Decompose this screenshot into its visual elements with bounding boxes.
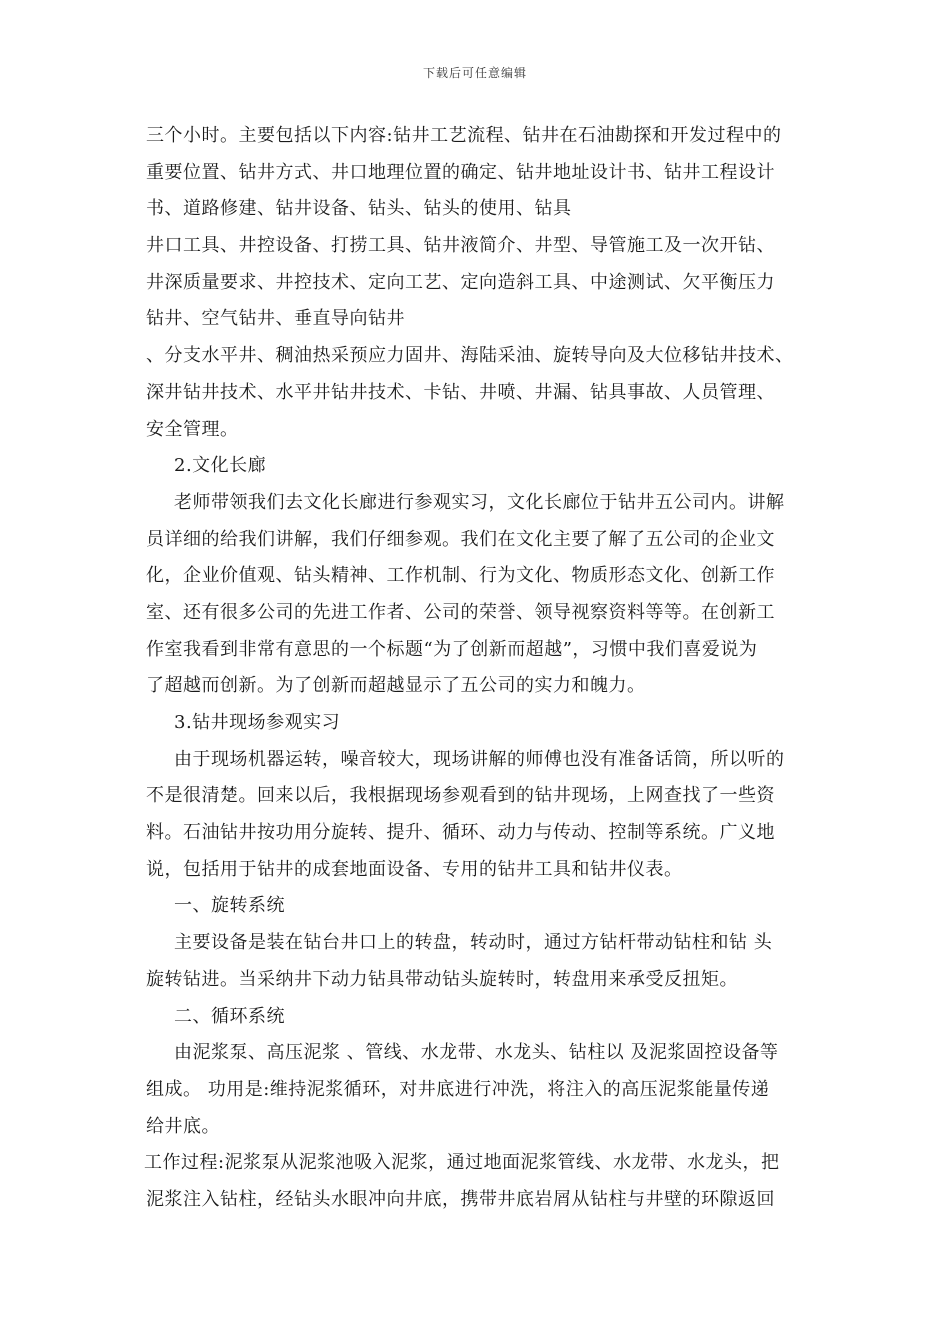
text-line: 钻井、空气钻井、垂直导向钻井	[146, 308, 405, 330]
text-line: 井深质量要求、井控技术、定向工艺、定向造斜工具、中途测试、欠平衡压力	[146, 271, 775, 293]
text-line: 组成。 功用是:维持泥浆循环，对井底进行冲洗，将注入的高压泥浆能量传递	[146, 1078, 770, 1100]
text-line: 工作过程:泥浆泵从泥浆池吸入泥浆，通过地面泥浆管线、水龙带、水龙头，把	[144, 1152, 780, 1174]
text-line: 、分支水平井、稠油热采预应力固井、海陆采油、旋转导向及大位移钻井技术、	[146, 345, 794, 367]
text-line: 井口工具、井控设备、打捞工具、钻井液简介、井型、导管施工及一次开钻、	[146, 235, 775, 257]
text-line: 料。石油钻井按功用分旋转、提升、循环、动力与传动、控制等系统。广义地	[146, 822, 775, 844]
text-line: 作室我看到非常有意思的一个标题“为了创新而超越”，习惯中我们喜爱说为	[146, 638, 758, 660]
text-line: 二、循环系统	[174, 1005, 285, 1027]
text-line: 给井底。	[146, 1115, 220, 1137]
document-body	[146, 118, 826, 1219]
text-line: 室、还有很多公司的先进工作者、公司的荣誉、领导视察资料等等。在创新工	[146, 601, 775, 623]
text-line: 了超越而创新。为了创新而超越显示了五公司的实力和魄力。	[146, 675, 646, 697]
text-line: 安全管理。	[146, 418, 239, 440]
text-line: 2.文化长廊	[174, 455, 267, 477]
text-line: 由于现场机器运转，噪音较大，现场讲解的师傅也没有准备话筒，所以听的	[174, 748, 785, 770]
text-line: 深井钻井技术、水平井钻井技术、卡钻、井喷、井漏、钻具事故、人员管理、	[146, 381, 775, 403]
text-line: 三个小时。主要包括以下内容:钻井工艺流程、钻井在石油勘探和开发过程中的	[146, 125, 782, 146]
text-line: 旋转钻进。当采纳井下动力钻具带动钻头旋转时，转盘用来承受反扭矩。	[146, 968, 738, 990]
page-header: 下载后可任意编辑	[422, 66, 527, 80]
text-line: 泥浆注入钻柱，经钻头水眼冲向井底，携带井底岩屑从钻柱与井壁的环隙返回	[146, 1188, 775, 1210]
text-line: 主要设备是装在钻台井口上的转盘，转动时，通过方钻杆带动钻柱和钻 头	[174, 932, 773, 954]
text-line: 不是很清楚。回来以后，我根据现场参观看到的钻井现场，上网查找了一些资	[146, 785, 775, 807]
text-line: 书、道路修建、钻井设备、钻头、钻头的使用、钻具	[146, 198, 572, 220]
text-line: 3.钻井现场参观实习	[174, 712, 341, 733]
text-line: 化，企业价值观、钻头精神、工作机制、行为文化、物质形态文化、创新工作	[146, 565, 775, 587]
text-line: 说，包括用于钻井的成套地面设备、专用的钻井工具和钻井仪表。	[146, 858, 683, 880]
text-line: 由泥浆泵、高压泥浆 、管线、水龙带、水龙头、钻柱以 及泥浆固控设备等	[174, 1042, 779, 1064]
text-line: 重要位置、钻井方式、井口地理位置的确定、钻井地址设计书、钻井工程设计	[146, 161, 775, 183]
text-line: 老师带领我们去文化长廊进行参观实习，文化长廊位于钻井五公司内。讲解	[174, 491, 785, 513]
text-line: 员详细的给我们讲解，我们仔细参观。我们在文化主要了解了五公司的企业文	[146, 528, 775, 550]
text-line: 一、旋转系统	[174, 895, 285, 917]
